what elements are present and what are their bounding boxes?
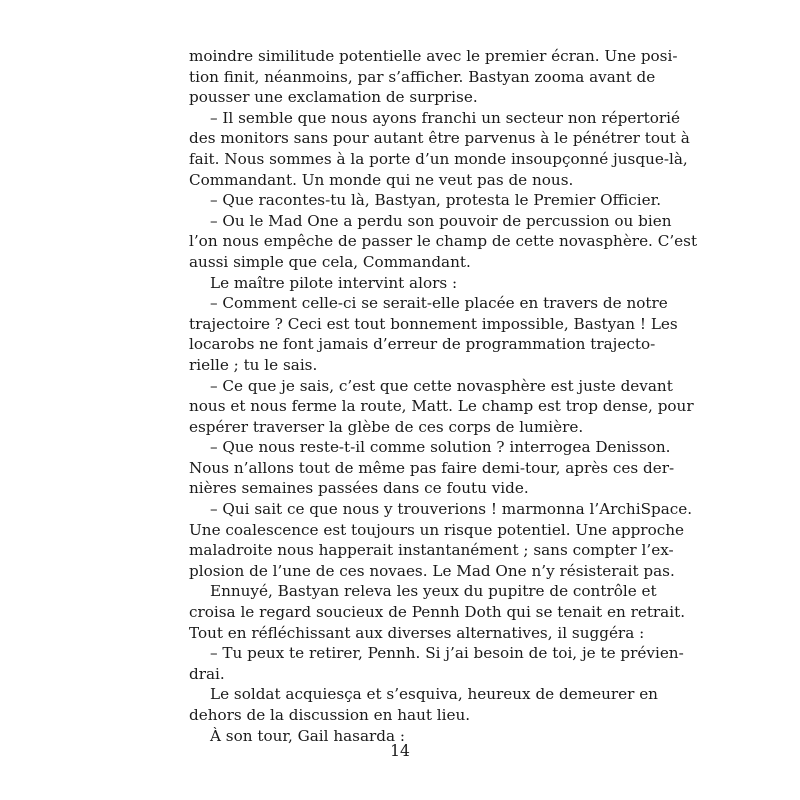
text-line: – Que racontes-tu là, Bastyan, protesta le Premier Officier. — [210, 191, 662, 210]
text-line: maladroite nous happerait instantanément ; sans compter l’ex- — [189, 541, 674, 560]
text-line: – Tu peux te retirer, Pennh. Si j’ai besoin de toi, je te prévien- — [210, 644, 684, 663]
text-line: – Qui sait ce que nous y trouverions ! marmonna l’ArchiSpace. — [210, 500, 693, 519]
text-line: des monitors sans pour autant être parvenus à le pénétrer tout à — [189, 129, 690, 148]
text-line: l’on nous empêche de passer le champ de cette novasphère. C’est — [189, 232, 698, 251]
text-line: Une coalescence est toujours un risque potentiel. Une approche — [189, 520, 684, 539]
text-line: fait. Nous sommes à la porte d’un monde insoupçonné jusque-là, — [189, 149, 688, 168]
text-line: Le soldat acquiesça et s’esquiva, heureux de demeurer en — [210, 685, 658, 704]
text-line: Nous n’allons tout de même pas faire demi-tour, après ces der- — [189, 458, 675, 477]
text-line: – Que nous reste-t-il comme solution ? interrogea Denisson. — [210, 438, 671, 457]
page-number: 14 — [390, 742, 410, 760]
text-line: Tout en réfléchissant aux diverses alternatives, il suggéra : — [189, 623, 645, 642]
text-line: tion finit, néanmoins, par s’afficher. Bastyan zooma avant de — [189, 67, 656, 86]
text-line: – Ou le Mad One a perdu son pouvoir de percussion ou bien — [210, 211, 672, 230]
text-line: locarobs ne font jamais d’erreur de programmation trajecto- — [189, 335, 656, 354]
text-line: – Il semble que nous ayons franchi un secteur non répertorié — [210, 108, 680, 127]
text-line: moindre similitude potentielle avec le premier écran. Une posi- — [189, 47, 678, 65]
text-line: rielle ; tu le sais. — [189, 355, 318, 374]
text-line: dehors de la discussion en haut lieu. — [189, 706, 471, 724]
text-line: Ennuyé, Bastyan releva les yeux du pupitre de contrôle et — [210, 582, 657, 601]
text-line: drai. — [189, 664, 225, 683]
text-line: trajectoire ? Ceci est tout bonnement impossible, Bastyan ! Les — [189, 314, 678, 333]
text-line: Commandant. Un monde qui ne veut pas de nous. — [189, 170, 574, 189]
text-line: aussi simple que cela, Commandant. — [189, 252, 471, 271]
text-line: croisa le regard soucieux de Pennh Doth qui se tenait en retrait. — [189, 603, 686, 622]
text-line: espérer traverser la glèbe de ces corps de lumière. — [189, 417, 584, 436]
text-line: À son tour, Gail hasarda : — [210, 726, 406, 745]
text-line: – Comment celle-ci se serait-elle placée en travers de notre — [210, 294, 668, 313]
text-line: plosion de l’une de ces novaes. Le Mad One n’y résisterait pas. — [189, 561, 675, 580]
text-line: Le maître pilote intervint alors : — [210, 273, 458, 292]
text-line: pousser une exclamation de surprise. — [189, 88, 478, 107]
body-text — [189, 46, 698, 746]
text-line: – Ce que je sais, c’est que cette novasphère est juste devant — [210, 376, 673, 395]
text-line: nous et nous ferme la route, Matt. Le champ est trop dense, pour — [189, 397, 694, 416]
text-line: nières semaines passées dans ce foutu vide. — [189, 479, 529, 498]
